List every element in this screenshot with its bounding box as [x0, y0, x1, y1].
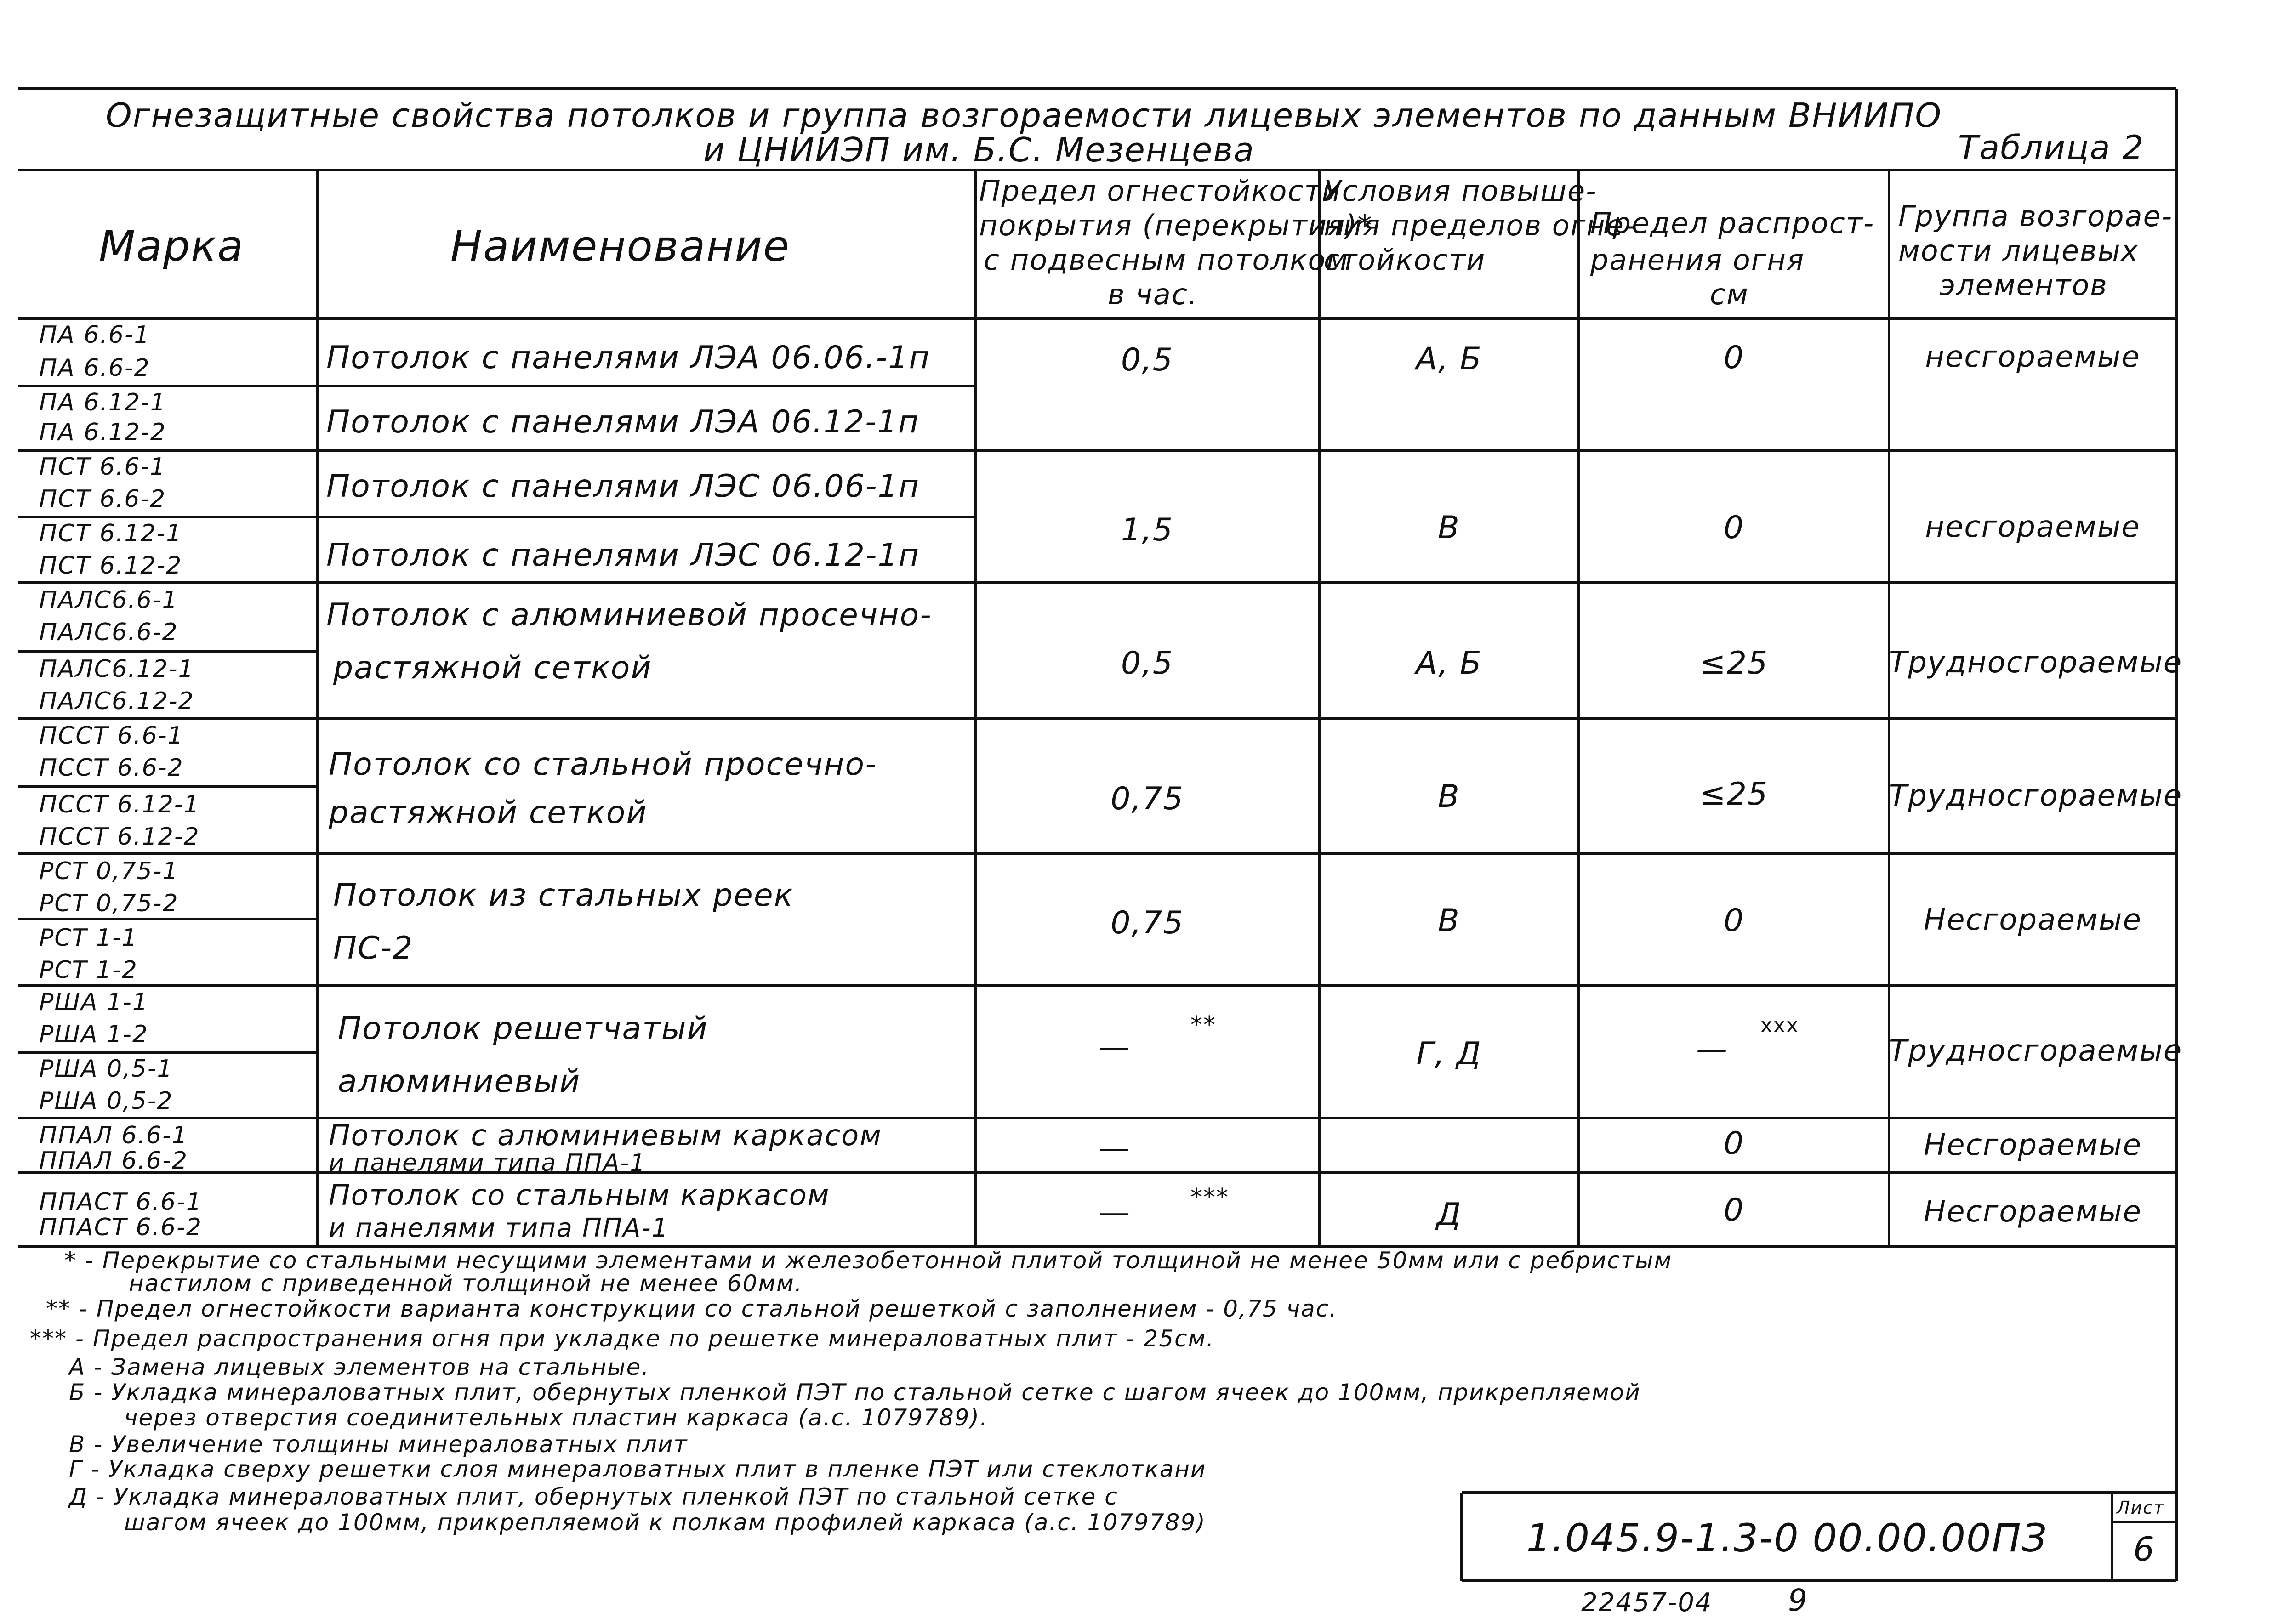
spread-limit: 0 — [1723, 903, 1745, 939]
combustibility-group: несгораемые — [1925, 510, 2141, 544]
mark-label: ПА 6.12-2 — [39, 419, 166, 446]
mark-label: ПА 6.6-1 — [39, 321, 150, 349]
combustibility-group: Несгораемые — [1924, 1128, 2142, 1162]
header-conditions-line: Условия повыше- — [1324, 174, 1597, 208]
item-name: Потолок с панелями ЛЭА 06.12-1п — [326, 404, 920, 440]
combustibility-group: Несгораемые — [1924, 1195, 2142, 1229]
item-name: растяжной сеткой — [333, 650, 652, 686]
conditions: А, Б — [1416, 645, 1482, 681]
combustibility-group: Трудносгораемые — [1889, 779, 2183, 813]
footnote-line: Б - Укладка минераловатных плит, обернутых пленкой ПЭТ по стальной сетке с шагом ячеек до 100мм, прикрепляемой — [69, 1379, 1641, 1406]
footnote-line: *** - Предел распространения огня при укладке по решетке минераловатных плит - 25см. — [30, 1325, 1215, 1352]
mark-label: РСТ 0,75-2 — [39, 890, 179, 917]
item-name: Потолок с алюминиевым каркасом — [329, 1119, 882, 1152]
footnote-line: Г - Укладка сверху решетки слоя минераловатных плит в пленке ПЭТ или стеклоткани — [69, 1456, 1207, 1482]
item-name: и панелями типа ППА-1 — [329, 1213, 669, 1243]
item-name: Потолок с панелями ЛЭС 06.12-1п — [326, 537, 920, 574]
mark-label: РША 1-2 — [39, 1021, 148, 1048]
mark-label: ПССТ 6.12-1 — [39, 791, 200, 818]
fire-limit: 0,5 — [1121, 342, 1174, 378]
header-conditions-line: ния пределов огне- — [1324, 209, 1636, 242]
header-group-line: Группа возгорае- — [1898, 199, 2173, 233]
mark-label: ПАЛС6.6-2 — [39, 619, 178, 646]
item-name: Потолок с алюминиевой просечно- — [326, 597, 932, 633]
mark-label: ПССТ 6.6-2 — [39, 754, 184, 782]
combustibility-group: Несгораемые — [1924, 903, 2142, 937]
mark-label: ПАЛС6.6-1 — [39, 586, 178, 614]
mark-label: ПССТ 6.12-2 — [39, 823, 200, 851]
header-spread-line: см — [1710, 278, 1749, 311]
item-name: алюминиевый — [338, 1063, 581, 1100]
header-fire-resistance-line: с подвесным потолком — [984, 243, 1349, 277]
conditions: В — [1438, 903, 1460, 939]
item-name: ПС-2 — [333, 930, 414, 966]
item-name: растяжной сеткой — [329, 795, 648, 831]
header-mark: Марка — [99, 221, 245, 271]
spread-limit-footnote-mark: xxx — [1760, 1014, 1799, 1037]
sheet-label: Лист — [2117, 1498, 2165, 1518]
mark-label: ПА 6.6-2 — [39, 354, 150, 382]
sheet-number: 6 — [2133, 1530, 2155, 1568]
mark-label: РША 0,5-2 — [39, 1087, 173, 1115]
spread-limit: 0 — [1723, 510, 1745, 546]
mark-label: ППАЛ 6.6-2 — [39, 1147, 188, 1175]
inventory-number: 22457-04 — [1581, 1588, 1713, 1618]
header-spread-line: ранения огня — [1590, 243, 1805, 277]
footnote-line: * - Перекрытие со стальными несущими элементами и железобетонной плитой толщиной не менее 50мм или с ребристым — [64, 1247, 1673, 1274]
header-name: Наименование — [450, 221, 790, 271]
conditions: Г, Д — [1416, 1036, 1482, 1072]
header-fire-resistance-line: в час. — [1108, 278, 1198, 311]
fire-limit: 1,5 — [1121, 512, 1174, 548]
item-name: Потолок с панелями ЛЭС 06.06-1п — [326, 468, 920, 505]
spread-limit: — — [1696, 1031, 1728, 1068]
header-conditions-line: стойкости — [1324, 243, 1486, 277]
fire-limit-footnote-mark: *** — [1190, 1184, 1229, 1211]
combustibility-group: Трудносгораемые — [1889, 646, 2183, 680]
spread-limit: 0 — [1723, 1192, 1745, 1228]
item-name: Потолок из стальных реек — [333, 877, 794, 914]
table-title-line2: и ЦНИИЭП им. Б.С. Мезенцева — [703, 131, 1255, 169]
mark-label: ППАСТ 6.6-2 — [39, 1214, 202, 1241]
fire-limit: 0,75 — [1110, 905, 1184, 941]
header-fire-resistance-line: Предел огнестойкости — [979, 174, 1341, 208]
table-title-line1: Огнезащитные свойства потолков и группа возгораемости лицевых элементов по данным ВНИИПО — [106, 96, 1942, 135]
header-group-line: мости лицевых — [1898, 234, 2139, 267]
mark-label: РША 1-1 — [39, 988, 148, 1016]
fire-limit: — — [1099, 1194, 1131, 1231]
mark-label: ПАЛС6.12-2 — [39, 687, 194, 715]
mark-label: ПСТ 6.6-2 — [39, 485, 166, 513]
fire-limit: — — [1099, 1029, 1131, 1065]
mark-label: РСТ 0,75-1 — [39, 857, 179, 885]
fire-limit-footnote-mark: ** — [1190, 1011, 1216, 1039]
mark-label: ПСТ 6.6-1 — [39, 453, 166, 481]
mark-label: ПА 6.12-1 — [39, 389, 166, 416]
item-name: Потолок со стальной просечно- — [329, 746, 877, 783]
spread-limit: 0 — [1723, 340, 1745, 376]
conditions: В — [1438, 510, 1460, 546]
page-number: 9 — [1788, 1583, 1808, 1618]
footnote-line: В - Увеличение толщины минераловатных плит — [69, 1431, 688, 1458]
mark-label: ПСТ 6.12-1 — [39, 520, 182, 547]
item-name: Потолок со стальным каркасом — [329, 1178, 830, 1212]
mark-label: РСТ 1-2 — [39, 956, 138, 984]
mark-label: ПАЛС6.12-1 — [39, 655, 194, 683]
mark-label: ПССТ 6.6-1 — [39, 722, 184, 750]
footnote-line: Д - Укладка минераловатных плит, обернутых пленкой ПЭТ по стальной сетке с — [69, 1483, 1118, 1510]
mark-label: ППАЛ 6.6-1 — [39, 1122, 188, 1149]
spread-limit: ≤25 — [1699, 645, 1769, 681]
footnote-line: шагом ячеек до 100мм, прикрепляемой к полкам профилей каркаса (а.с. 1079789) — [124, 1509, 1206, 1536]
conditions: В — [1438, 778, 1460, 815]
footnote-line: А - Замена лицевых элементов на стальные. — [69, 1354, 650, 1380]
header-spread-line: Предел распрост- — [1590, 206, 1875, 240]
fire-limit: 0,5 — [1121, 645, 1174, 681]
item-name: Потолок решетчатый — [338, 1011, 708, 1047]
combustibility-group: несгораемые — [1925, 340, 2141, 374]
conditions: Д — [1436, 1197, 1462, 1233]
footnote-line: настилом с приведенной толщиной не менее 60мм. — [129, 1270, 803, 1297]
mark-label: ППАСТ 6.6-1 — [39, 1188, 202, 1216]
footnote-line: через отверстия соединительных пластин каркаса (а.с. 1079789). — [124, 1404, 988, 1431]
mark-label: ПСТ 6.12-2 — [39, 552, 182, 579]
fire-limit: — — [1099, 1130, 1131, 1166]
document-code: 1.045.9-1.3-0 00.00.00ПЗ — [1526, 1516, 2048, 1561]
conditions: А, Б — [1416, 341, 1482, 377]
item-name: Потолок с панелями ЛЭА 06.06.-1п — [326, 340, 930, 376]
footnote-line: ** - Предел огнестойкости варианта конструкции со стальной решеткой с заполнением - 0,75 час. — [46, 1295, 1338, 1322]
mark-label: РША 0,5-1 — [39, 1055, 173, 1083]
mark-label: РСТ 1-1 — [39, 924, 138, 952]
header-group-line: элементов — [1940, 268, 2108, 302]
spread-limit: ≤25 — [1699, 776, 1769, 812]
fire-limit: 0,75 — [1110, 781, 1184, 817]
combustibility-group: Трудносгораемые — [1889, 1034, 2183, 1068]
item-name: и панелями типа ППА-1 — [329, 1149, 646, 1177]
spread-limit: 0 — [1723, 1125, 1745, 1162]
header-fire-resistance-line: покрытия (перекрытия)* — [979, 209, 1373, 242]
table-number-label: Таблица 2 — [1958, 128, 2145, 167]
